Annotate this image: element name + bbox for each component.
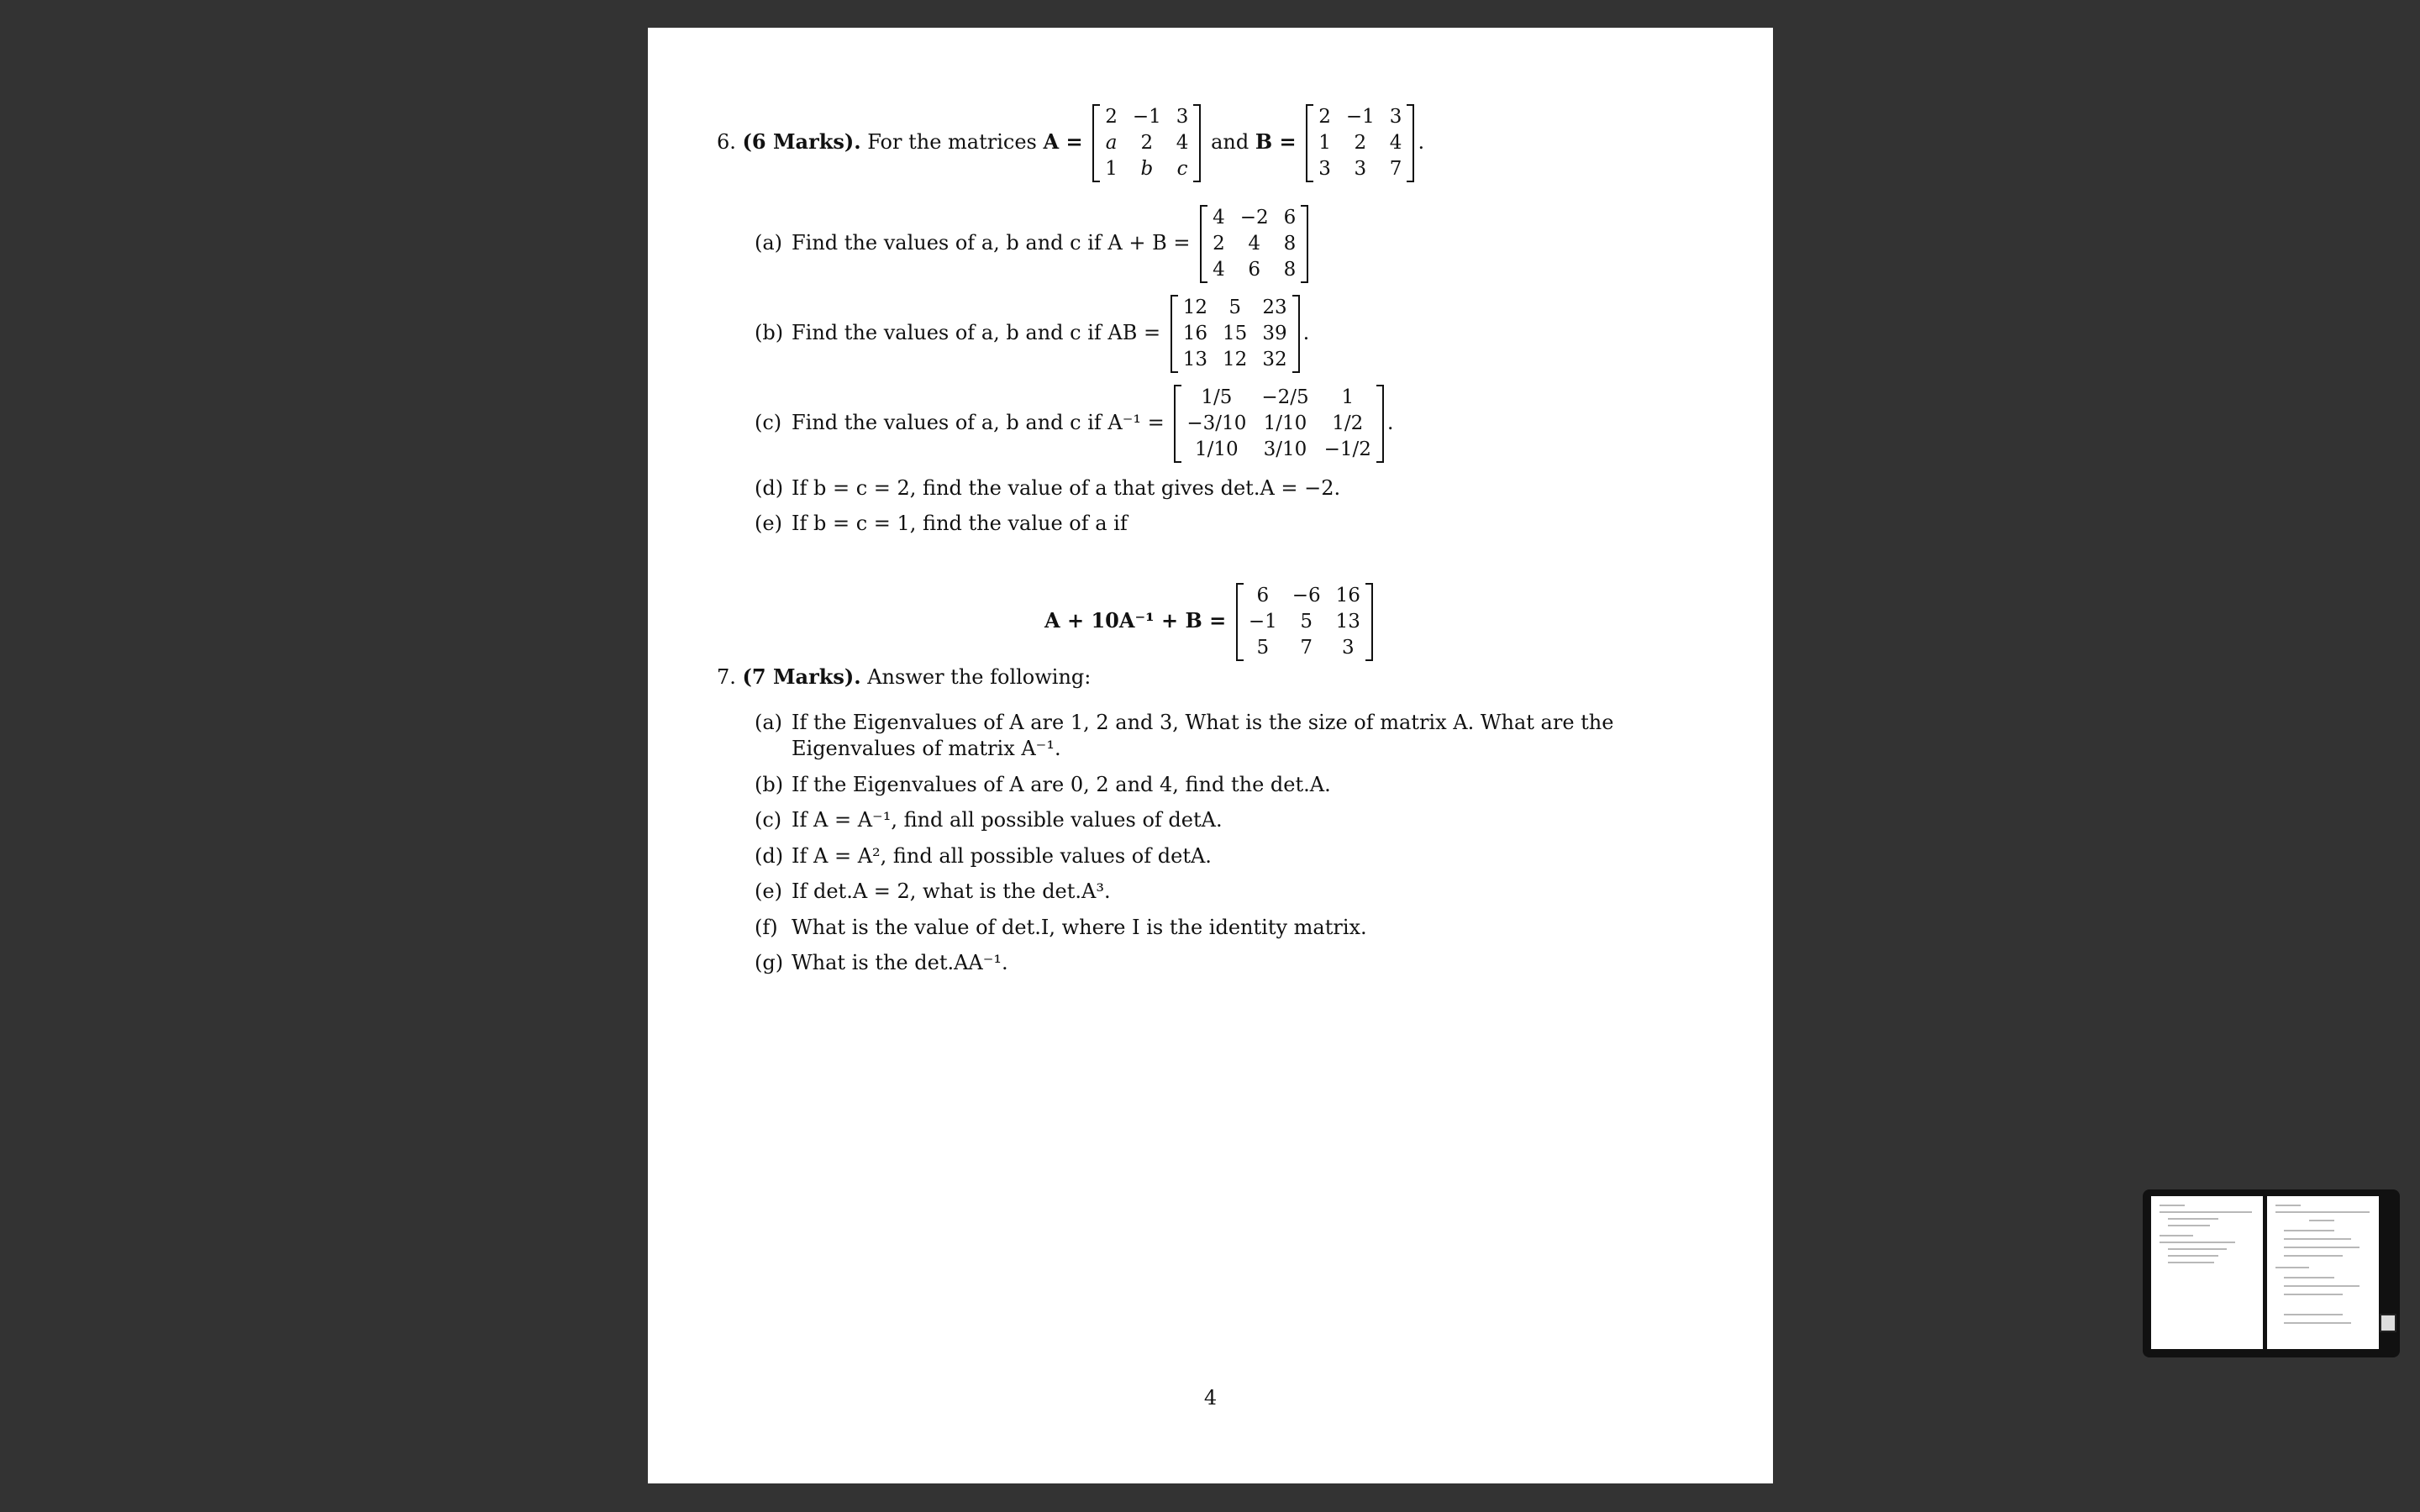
q6e-equation-lhs: A + 10A⁻¹ + B = [1044, 608, 1227, 633]
thumbnail-viewport-indicator[interactable] [2380, 1314, 2396, 1332]
q7-stem [717, 664, 1091, 690]
q6-part-b: (b) Find the values of a, b and c if AB = 12 5 23 16 15 39 13 12 32 . [755, 295, 1309, 373]
thumbnail-page-right[interactable] [2267, 1196, 2379, 1349]
page-thumbnail-minimap[interactable] [2143, 1189, 2400, 1357]
q7-part-e: (e) If det.A = 2, what is the det.A³. [755, 879, 1111, 903]
q6-and: and [1211, 130, 1249, 154]
q7-part-a-cont: Eigenvalues of matrix A⁻¹. [792, 737, 1061, 760]
q6-a-label: A = [1043, 129, 1083, 154]
q6e-text: If b = c = 1, find the value of a if [792, 512, 1128, 535]
q6-b-label: B = [1255, 129, 1297, 154]
document-page [648, 28, 1773, 1483]
q7-marks: (7 Marks). [742, 664, 861, 689]
q7-stem-text: Answer the following: [867, 665, 1092, 689]
q6c-matrix: 1/5 −2/5 1 −3/10 1/10 1/2 1/10 3/10 −1/2 [1174, 385, 1384, 463]
q6e-equation [1044, 583, 1376, 661]
q7-part-b: (b) If the Eigenvalues of A are 0, 2 and 4, find the det.A. [755, 773, 1331, 796]
q6b-text: Find the values of a, b and c if AB = [792, 321, 1161, 344]
q6a-text: Find the values of a, b and c if A + B = [792, 231, 1191, 255]
q6-marks: (6 Marks). [742, 129, 861, 154]
q7-part-a: (a) If the Eigenvalues of A are 1, 2 and 3, What is the size of matrix A. What are the [755, 711, 1614, 734]
q6-number: 6. [717, 130, 736, 154]
q7-part-f: (f) What is the value of det.I, where I is the identity matrix. [755, 916, 1367, 939]
thumbnail-page-left[interactable] [2151, 1196, 2263, 1349]
q6-part-e: (e) If b = c = 1, find the value of a if [755, 512, 1128, 535]
q6b-matrix: 12 5 23 16 15 39 13 12 32 [1171, 295, 1300, 373]
q6-stem-text: For the matrices [867, 130, 1037, 154]
q6c-text: Find the values of a, b and c if A⁻¹ = [792, 411, 1165, 434]
q7-part-g: (g) What is the det.AA⁻¹. [755, 951, 1008, 974]
q7-number: 7. [717, 665, 736, 689]
page-number: 4 [1203, 1386, 1218, 1410]
q6-part-a: (a) Find the values of a, b and c if A + B = 4 −2 6 2 4 8 4 6 8 [755, 205, 1312, 283]
q6-part-d: (d) If b = c = 2, find the value of a that gives det.A = −2. [755, 476, 1341, 500]
q6d-text: If b = c = 2, find the value of a that gives det.A = −2. [792, 476, 1341, 500]
q7-part-c: (c) If A = A⁻¹, find all possible values of detA. [755, 808, 1223, 832]
q6e-matrix: 6 −6 16 −1 5 13 5 7 3 [1236, 583, 1373, 661]
q6-stem: 6. (6 Marks). For the matrices A = 2 −1 3 a 2 4 1 b c and B = 2 −1 3 1 2 4 3 3 7 . [717, 104, 1424, 182]
matrix-B: 2 −1 3 1 2 4 3 3 7 [1306, 104, 1414, 182]
q7-part-d: (d) If A = A², find all possible values of detA. [755, 844, 1212, 868]
q6a-matrix: 4 −2 6 2 4 8 4 6 8 [1200, 205, 1308, 283]
q6-part-c: (c) Find the values of a, b and c if A⁻¹ = 1/5 −2/5 1 −3/10 1/10 1/2 1/10 3/10 −1/2 . [755, 385, 1394, 463]
matrix-A: 2 −1 3 a 2 4 1 b c [1092, 104, 1201, 182]
